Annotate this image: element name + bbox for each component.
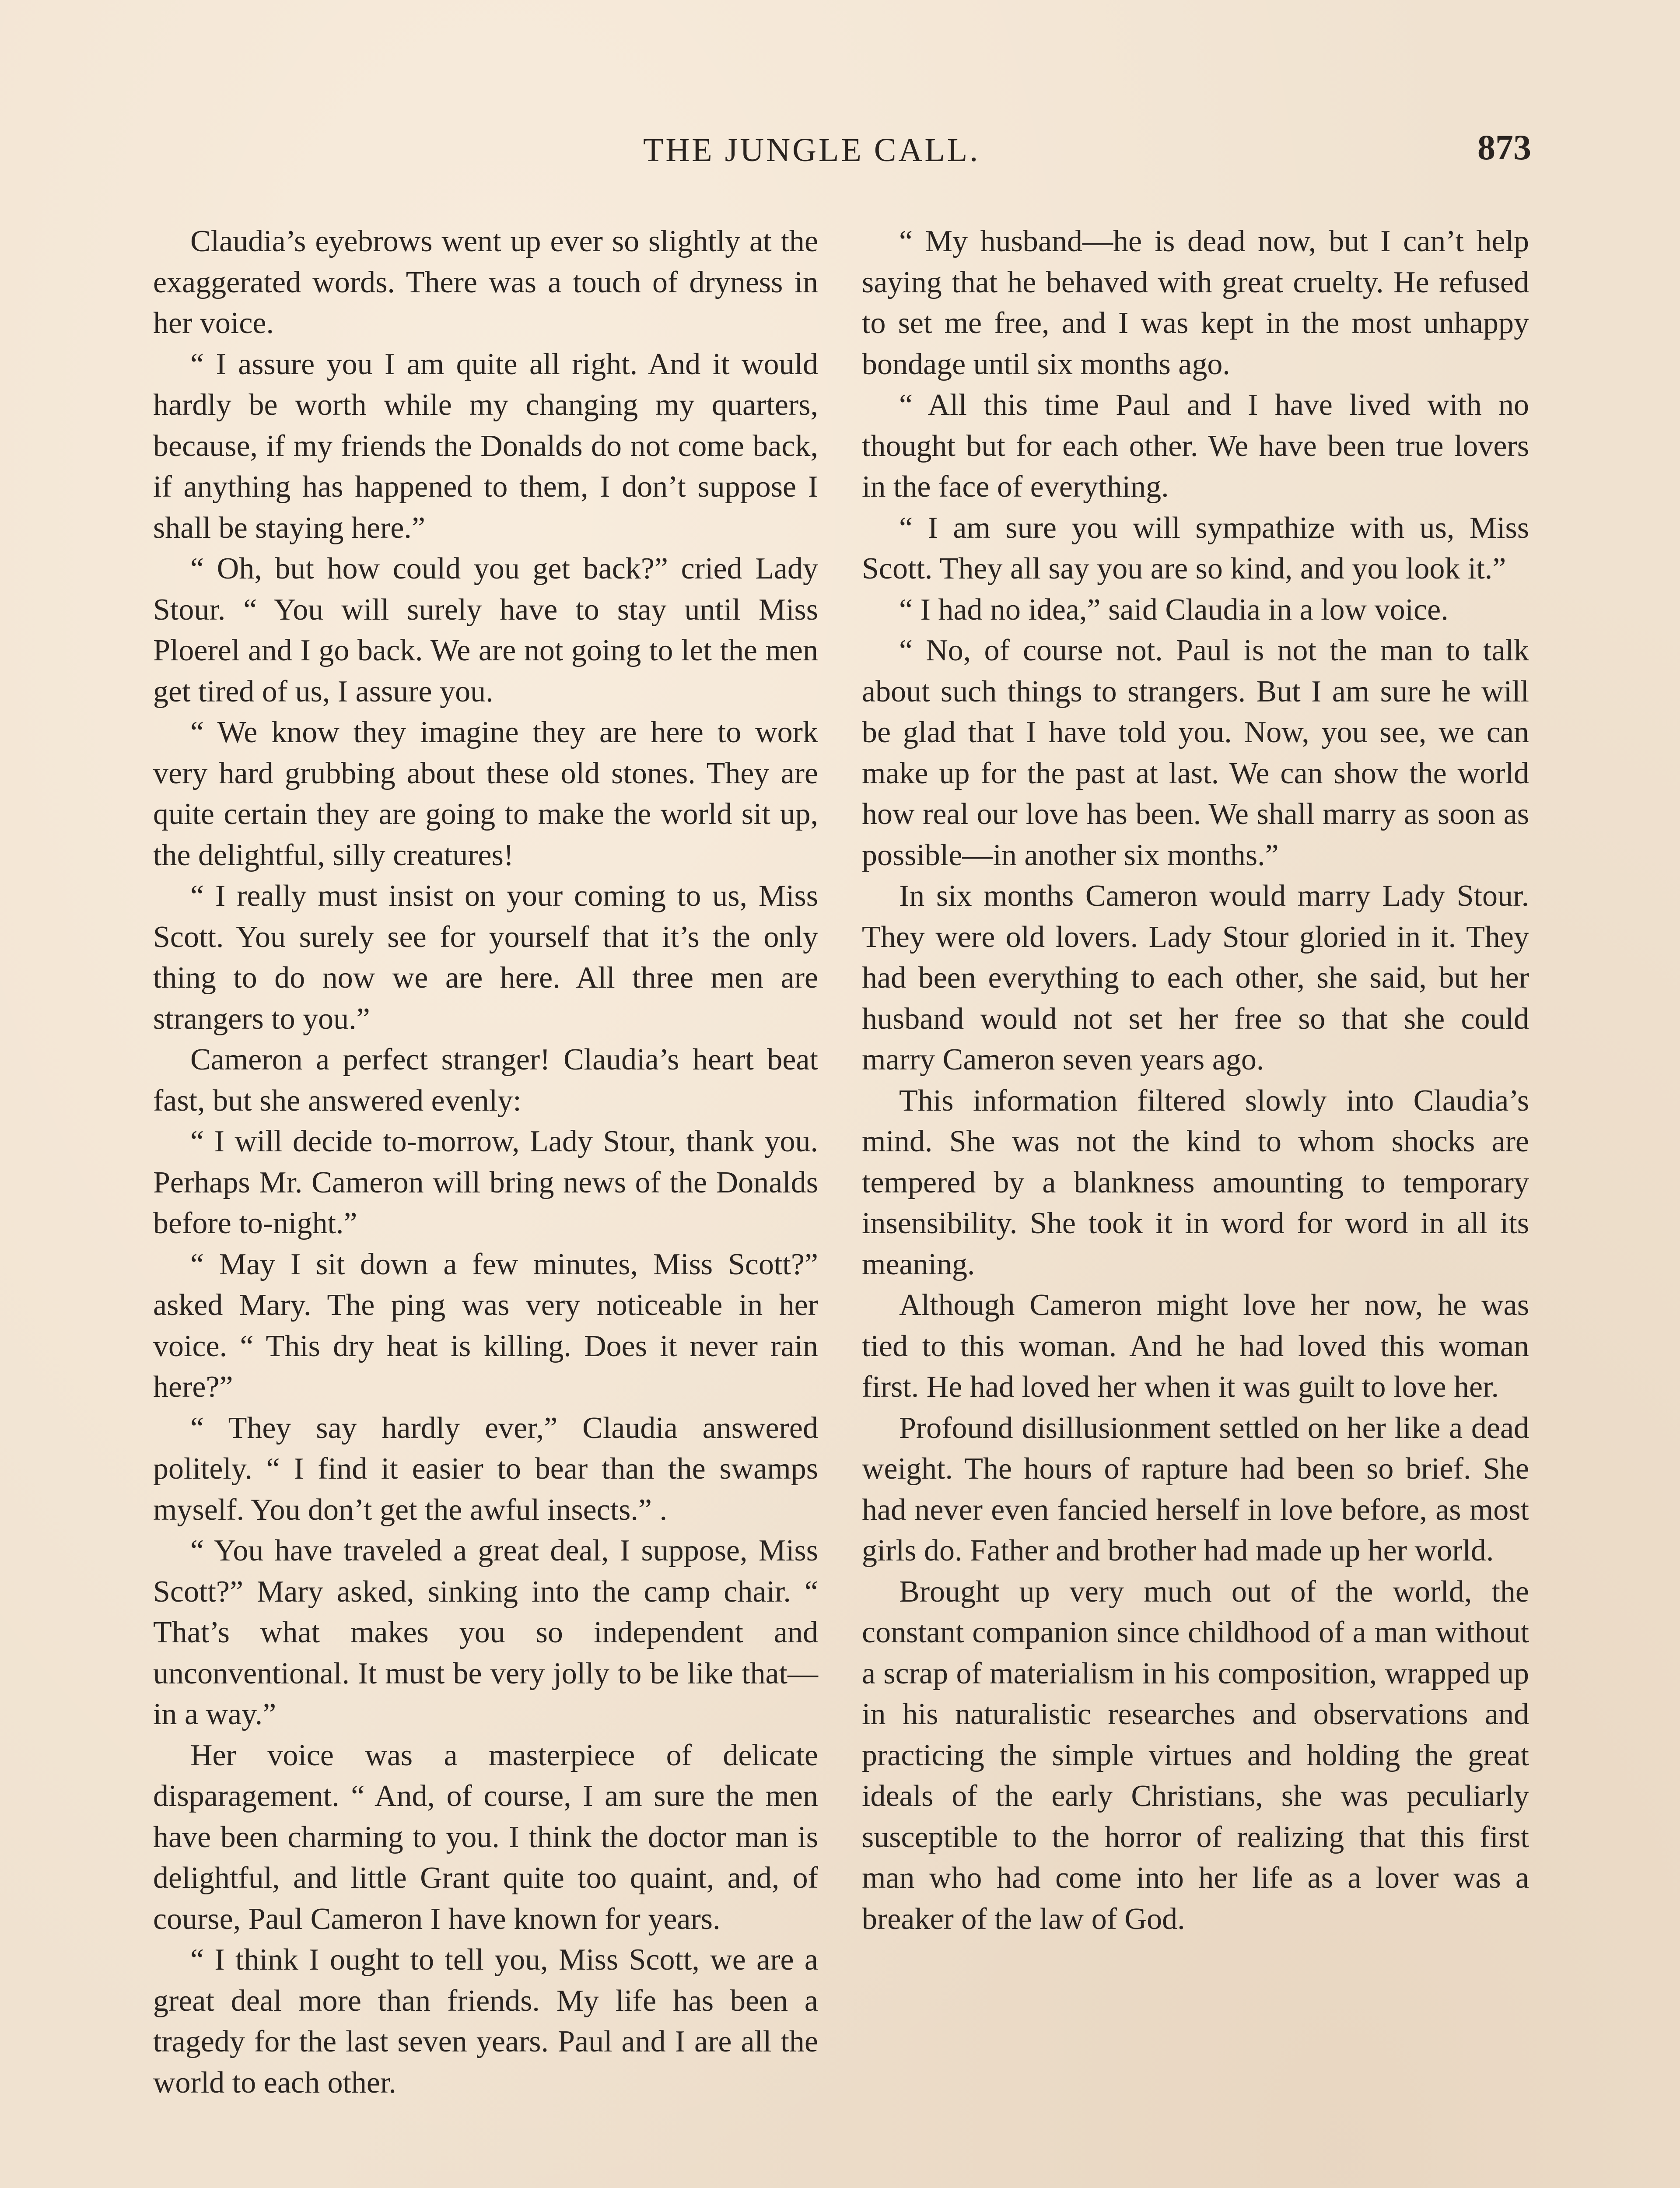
paragraph: Brought up very much out of the world, the constant companion since childhood of a man without a scrap of materialism in his composition, wrapped up in his naturalistic researches and observations and practicing the simple virtues and holding the great ideals of the early Christians, she was peculiarly susceptible to the horror of realizing that this first man who had come into her life as a lover was a breaker of the law of God. [862, 1574, 1529, 1936]
paragraph: “ I will decide to-morrow, Lady Stour, thank you. Perhaps Mr. Cameron will bring news of the Donalds before to-night.” [153, 1125, 818, 1240]
paragraph: “ Oh, but how could you get back?” cried Lady Stour. “ You will surely have to stay until Miss Ploerel and I go back. We are not going to let the men get tired of us, I assure you. [153, 552, 818, 708]
paragraph: “ No, of course not. Paul is not the man to talk about such things to strangers. But I am sure he will be glad that I have told you. Now, you see, we can make up for the past at last. We can show the world how real our love has been. We shall marry as soon as possible—in another six months.” [862, 634, 1529, 872]
paragraph: Although Cameron might love her now, he was tied to this woman. And he had loved this woman first. He had loved her when it was guilt to love her. [862, 1288, 1529, 1404]
paragraph: “ All this time Paul and I have lived with no thought but for each other. We have been true lovers in the face of everything. [862, 388, 1529, 504]
paragraph: “ I had no idea,” said Claudia in a low voice. [899, 593, 1449, 627]
paragraph: Profound disillusionment settled on her like a dead weight. The hours of rapture had been so brief. She had never even fancied herself in love before, as most girls do. Father and brother had made up her world. [862, 1411, 1529, 1567]
left-text-column [153, 221, 818, 2103]
paragraph: Claudia’s eyebrows went up ever so slightly at the exaggerated words. There was a touch of dryness in her voice. [153, 224, 818, 340]
paragraph: “ May I sit down a few minutes, Miss Scott?” asked Mary. The ping was very noticeable in her voice. “ This dry heat is killing. Does it never rain here?” [153, 1247, 818, 1404]
paragraph: “ You have traveled a great deal, I suppose, Miss Scott?” Mary asked, sinking into the camp chair. “ That’s what makes you so independent and unconventional. It must be very jolly to be like that—in a way.” [153, 1534, 818, 1731]
paragraph: In six months Cameron would marry Lady Stour. They were old lovers. Lady Stour gloried in it. They had been everything to each other, she said, but her husband would not set her free so that she could marry Cameron seven years ago. [862, 879, 1529, 1076]
page-number: 873 [1477, 127, 1531, 167]
paragraph: “ I really must insist on your coming to us, Miss Scott. You surely see for yourself that it’s the only thing to do now we are here. All three men are strangers to you.” [153, 879, 818, 1036]
paragraph: Cameron a perfect stranger! Claudia’s heart beat fast, but she answered evenly: [153, 1043, 818, 1118]
paragraph: Her voice was a masterpiece of delicate disparagement. “ And, of course, I am sure the men have been charming to you. I think the doctor man is delightful, and little Grant quite too quaint, and, of course, Paul Cameron I have known for years. [153, 1738, 818, 1936]
paragraph: “ My husband—he is dead now, but I can’t help saying that he behaved with great cruelty. He refused to set me free, and I was kept in the most unhappy bondage until six months ago. [862, 224, 1529, 381]
running-head: THE JUNGLE CALL. [643, 132, 980, 168]
paragraph: “ I think I ought to tell you, Miss Scott, we are a great deal more than friends. My life has been a tragedy for the last seven years. Paul and I are all the world to each other. [153, 1943, 818, 2100]
paragraph: “ I assure you I am quite all right. And it would hardly be worth while my changing my quarters, because, if my friends the Donalds do not come back, if anything has happened to them, I don’t suppose I shall be staying here.” [153, 347, 818, 545]
paragraph: “ We know they imagine they are here to work very hard grubbing about these old stones. They are quite certain they are going to make the world sit up, the delightful, silly creatures! [153, 715, 818, 872]
paragraph: This information filtered slowly into Claudia’s mind. She was not the kind to whom shocks are tempered by a blankness amounting to temporary insensibility. She took it in word for word in all its meaning. [862, 1083, 1529, 1281]
paragraph: “ I am sure you will sympathize with us, Miss Scott. They all say you are so kind, and you look it.” [862, 511, 1529, 586]
right-text-column [862, 221, 1529, 1939]
paragraph: “ They say hardly ever,” Claudia answered politely. “ I find it easier to bear than the swamps myself. You don’t get the awful insects.” . [153, 1411, 818, 1527]
